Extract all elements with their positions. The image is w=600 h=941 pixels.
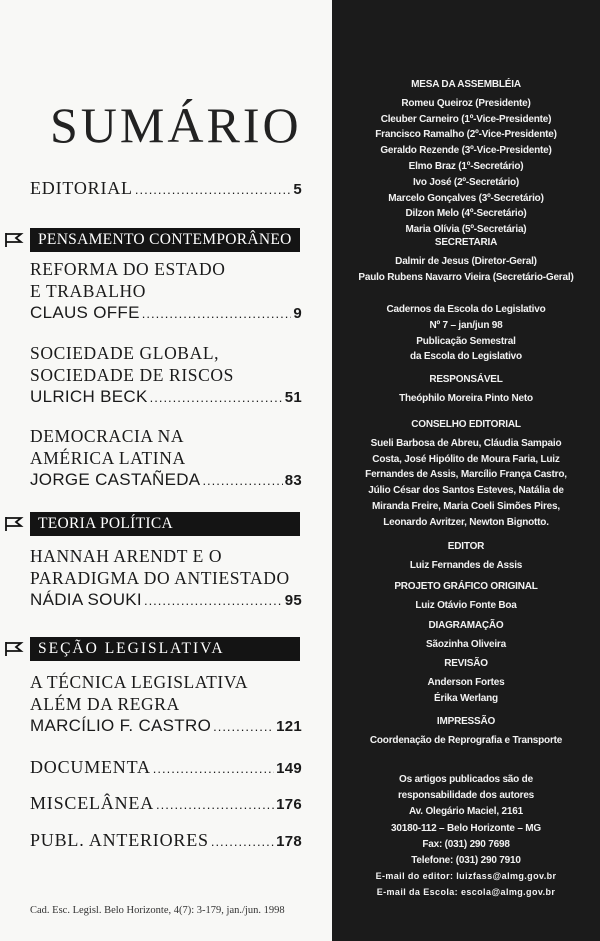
- flag-icon: [4, 641, 24, 657]
- credits-line: Luiz Fernandes de Assis: [409, 559, 523, 571]
- credits-heading: DIAGRAMAÇÃO: [428, 620, 504, 631]
- citation-footer: Cad. Esc. Legisl. Belo Horizonte, 4(7): 3-179, jan./jun. 1998: [30, 905, 285, 916]
- credits-line: Sueli Barbosa de Abreu, Cláudia Sampaio: [370, 437, 562, 449]
- section-header: PENSAMENTO CONTEMPORÂNEO: [30, 228, 300, 252]
- credits-line: Costa, José Hipólito de Moura Faria, Luiz: [372, 453, 560, 465]
- dot-leader: [144, 590, 283, 612]
- credits-heading: IMPRESSÃO: [436, 716, 496, 727]
- entry-title-line: REFORMA DO ESTADO: [30, 259, 226, 279]
- entry-title-line: A TÉCNICA LEGISLATIVA: [30, 672, 249, 692]
- credits-line: responsabilidade dos autores: [397, 790, 535, 802]
- credits-line: Francisco Ramalho (2º-Vice-Presidente): [375, 129, 557, 141]
- page-number: 9: [293, 305, 302, 322]
- toc-entry[interactable]: [30, 259, 302, 325]
- toc-entry[interactable]: [30, 672, 302, 738]
- credits-line: Elmo Braz (1º-Secretário): [408, 160, 524, 172]
- credits-line: Marcelo Gonçalves (3º-Secretário): [388, 192, 544, 204]
- page-number: 51: [284, 389, 302, 406]
- entry-label: MISCELÂNEA: [30, 793, 154, 813]
- credits-line: Ivo José (2º-Secretário): [412, 176, 520, 188]
- credits-line: Paulo Rubens Navarro Vieira (Secretário-Geral): [358, 271, 574, 283]
- entry-author-row: [30, 469, 302, 492]
- credits-line: Luiz Otávio Fonte Boa: [415, 599, 517, 611]
- toc-entry[interactable]: [30, 177, 302, 201]
- credits-line: Os artigos publicados são de: [399, 774, 533, 785]
- credits-line: Leonardo Avritzer, Newton Bignotto.: [383, 516, 549, 528]
- credits-line: Cleuber Carneiro (1º-Vice-Presidente): [380, 113, 552, 125]
- credits-line: Coordenação de Reprografia e Transporte: [369, 734, 563, 746]
- credits-line: Anderson Fortes: [427, 676, 505, 688]
- credits-block: [332, 417, 600, 531]
- entry-label: MARCÍLIO F. CASTRO: [30, 716, 212, 735]
- credits-block: [332, 656, 600, 706]
- page-number: 178: [276, 833, 302, 850]
- toc-entry[interactable]: [30, 546, 302, 612]
- entry-label: EDITORIAL: [30, 178, 133, 198]
- credits-block: [332, 235, 600, 285]
- page-title: SUMÁRIO: [50, 97, 302, 153]
- credits-line: Érika Werlang: [434, 692, 498, 704]
- credits-line: Dalmir de Jesus (Diretor-Geral): [395, 255, 537, 267]
- entry-author-row: [30, 756, 302, 780]
- toc-entry[interactable]: [30, 756, 302, 780]
- credits-block: [332, 302, 600, 365]
- credits-heading: RESPONSÁVEL: [429, 374, 503, 385]
- flag-icon: [4, 232, 24, 248]
- credits-block: [332, 77, 600, 238]
- credits-block: [332, 539, 600, 574]
- entry-title-line: SOCIEDADE GLOBAL,: [30, 343, 220, 363]
- credits-line: Fax: (031) 290 7698: [422, 838, 510, 850]
- credits-line: Sãozinha Oliveira: [426, 638, 506, 650]
- credits-heading: EDITOR: [447, 541, 485, 552]
- entry-author-row: [30, 715, 302, 738]
- page-number: 121: [276, 718, 302, 735]
- credits-column: [332, 0, 600, 941]
- credits-heading: MESA DA ASSEMBLÉIA: [411, 79, 521, 90]
- toc-entry[interactable]: [30, 792, 302, 816]
- dot-leader: [202, 470, 282, 492]
- entry-title-line: SOCIEDADE DE RISCOS: [30, 364, 234, 385]
- credits-heading: SECRETARIA: [434, 237, 498, 248]
- entry-title-line: ALÉM DA REGRA: [30, 693, 180, 714]
- section-header: TEORIA POLÍTICA: [30, 512, 300, 536]
- section-header: SEÇÃO LEGISLATIVA: [30, 637, 300, 661]
- credits-block: [332, 714, 600, 749]
- entry-title-line: E TRABALHO: [30, 280, 147, 301]
- page-number: 83: [284, 472, 302, 489]
- dot-leader: [213, 716, 274, 738]
- credits-heading: CONSELHO EDITORIAL: [411, 419, 521, 430]
- credits-line: Dilzon Melo (4º-Secretário): [405, 208, 527, 220]
- credits-line: Av. Olegário Maciel, 2161: [409, 806, 523, 818]
- dot-leader: [135, 179, 291, 201]
- entry-author-row: [30, 386, 302, 409]
- page-number: 149: [276, 760, 302, 777]
- credits-heading: REVISÃO: [444, 658, 488, 669]
- entry-label: JORGE CASTAÑEDA: [30, 470, 201, 489]
- entry-label: NÁDIA SOUKI: [30, 590, 142, 609]
- credits-line: Fernandes de Assis, Marcílio França Castro,: [365, 469, 567, 481]
- toc-entry[interactable]: [30, 829, 302, 853]
- entry-label: PUBL. ANTERIORES: [30, 830, 209, 850]
- credits-line: Cadernos da Escola do Legislativo: [386, 304, 546, 315]
- credits-block: [332, 579, 600, 614]
- credits-block: [332, 772, 600, 901]
- credits-block: [332, 372, 600, 407]
- credits-line: E-mail do editor: luizfass@almg.gov.br: [375, 871, 557, 882]
- dot-leader: [211, 831, 274, 853]
- credits-line: 30180-112 – Belo Horizonte – MG: [391, 822, 541, 834]
- entry-title-line: HANNAH ARENDT E O: [30, 546, 223, 566]
- dot-leader: [156, 794, 274, 816]
- entry-title-line: PARADIGMA DO ANTIESTADO: [30, 567, 290, 588]
- entry-author-row: [30, 829, 302, 853]
- dot-leader: [150, 387, 283, 409]
- credits-line: Júlio César dos Santos Esteves, Natália de: [368, 485, 564, 497]
- credits-line: Miranda Freire, Maria Coeli Simões Pires,: [372, 500, 560, 512]
- credits-line: Publicação Semestral: [416, 335, 516, 347]
- entry-label: ULRICH BECK: [30, 387, 148, 406]
- credits-line: da Escola do Legislativo: [410, 351, 522, 363]
- credits-line: Romeu Queiroz (Presidente): [401, 97, 531, 109]
- credits-heading: PROJETO GRÁFICO ORIGINAL: [394, 581, 538, 592]
- entry-label: DOCUMENTA: [30, 757, 151, 777]
- credits-block: [332, 618, 600, 653]
- entry-title-line: DEMOCRACIA NA: [30, 426, 185, 446]
- entry-author-row: [30, 792, 302, 816]
- page-number: 176: [276, 796, 302, 813]
- credits-line: Maria Olívia (5º-Secretária): [405, 224, 527, 236]
- entry-author-row: [30, 589, 302, 612]
- entry-label: CLAUS OFFE: [30, 303, 140, 322]
- entry-author-row: [30, 302, 302, 325]
- page-number: 5: [293, 181, 302, 198]
- credits-line: Geraldo Rezende (3º-Vice-Presidente): [380, 145, 552, 157]
- toc-entry[interactable]: [30, 343, 302, 409]
- entry-author-row: [30, 177, 302, 201]
- toc-entry[interactable]: [30, 426, 302, 492]
- entry-title-line: AMÉRICA LATINA: [30, 447, 186, 468]
- page-number: 95: [284, 592, 302, 609]
- dot-leader: [153, 758, 274, 780]
- credits-line: Telefone: (031) 290 7910: [411, 855, 521, 867]
- credits-line: Theóphilo Moreira Pinto Neto: [399, 392, 533, 404]
- credits-line: Nº 7 – jan/jun 98: [429, 319, 503, 331]
- flag-icon: [4, 516, 24, 532]
- dot-leader: [142, 303, 292, 325]
- credits-line: E-mail da Escola: escola@almg.gov.br: [376, 887, 556, 898]
